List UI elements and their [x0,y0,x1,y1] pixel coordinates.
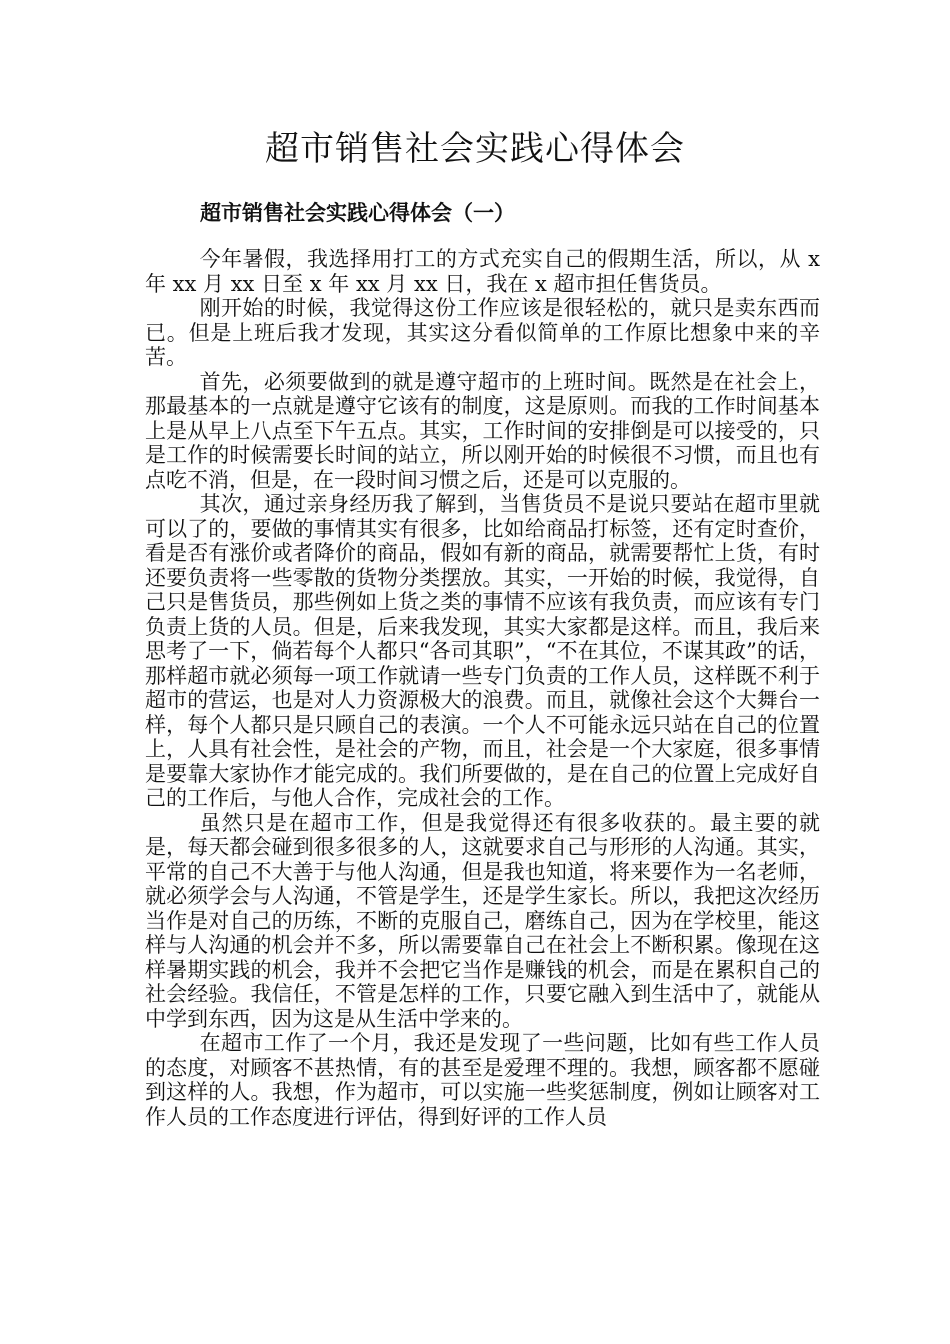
paragraph: 首先，必须要做到的就是遵守超市的上班时间。既然是在社会上，那最基本的一点就是遵守它该有的制度，这是原则。而我的工作时间基本上是从早上八点至下午五点。其实，工作时间的安排倒是可以接受的，只是工作的时候需要长时间的站立，所以刚开始的时候很不习惯，而且也有点吃不消，但是，在一段时间习惯之后，还是可以克服的。 [145,369,820,492]
document-subtitle: 超市销售社会实践心得体会（一） [200,200,515,225]
document-title: 超市销售社会实践心得体会 [265,129,685,169]
paragraph: 其次，通过亲身经历我了解到，当售货员不是说只要站在超市里就可以了的，要做的事情其实有很多，比如给商品打标签，还有定时查价，看是否有涨价或者降价的商品，假如有新的商品，就需要帮忙上货，有时还要负责将一些零散的货物分类摆放。其实，一开始的时候，我觉得，自己只是售货员，那些例如上货之类的事情不应该有我负责，而应该有专门负责上货的人员。但是，后来我发现，其实大家都是这样。而且，我后来思考了一下，倘若每个人都只“各司其职”，“不在其位，不谋其政”的话，那样超市就必须每一项工作就请一些专门负责的工作人员，这样既不利于超市的营运，也是对人力资源极大的浪费。而且，就像社会这个大舞台一样，每个人都只是只顾自己的表演。一个人不可能永远只站在自己的位置上，人具有社会性，是社会的产物，而且，社会是一个大家庭，很多事情是要靠大家协作才能完成的。我们所要做的，是在自己的位置上完成好自己的工作后，与他人合作，完成社会的工作。 [145,492,820,810]
paragraph: 今年暑假，我选择用打工的方式充实自己的假期生活，所以，从 x 年 xx 月 xx 日至 x 年 xx 月 xx 日，我在 x 超市担任售货员。 [145,247,820,296]
document-body [145,247,820,1129]
paragraph: 刚开始的时候，我觉得这份工作应该是很轻松的，就只是卖东西而已。但是上班后我才发现，其实这分看似简单的工作原比想象中来的辛苦。 [145,296,820,369]
paragraph: 虽然只是在超市工作，但是我觉得还有很多收获的。最主要的就是，每天都会碰到很多很多的人，这就要求自己与形形的人沟通。其实，平常的自己不大善于与他人沟通，但是我也知道，将来要作为一名老师，就必须学会与人沟通，不管是学生，还是学生家长。所以，我把这次经历当作是对自己的历练，不断的克服自己，磨练自己，因为在学校里，能这样与人沟通的机会并不多，所以需要靠自己在社会上不断积累。像现在这样暑期实践的机会，我并不会把它当作是赚钱的机会，而是在累积自己的社会经验。我信任，不管是怎样的工作，只要它融入到生活中了，就能从中学到东西，因为这是从生活中学来的。 [145,810,820,1031]
paragraph: 在超市工作了一个月，我还是发现了一些问题，比如有些工作人员的态度，对顾客不甚热情，有的甚至是爱理不理的。我想，顾客都不愿碰到这样的人。我想，作为超市，可以实施一些奖惩制度，例如让顾客对工作人员的工作态度进行评估，得到好评的工作人员 [145,1031,820,1129]
